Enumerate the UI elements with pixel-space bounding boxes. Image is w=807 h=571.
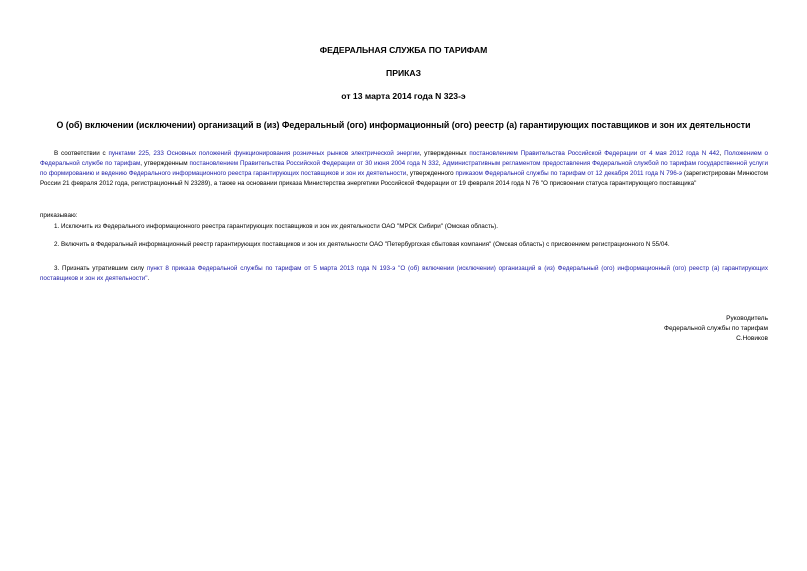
order-item-2: 2. Включить в Федеральный информационный реестр гарантирующих поставщиков и зон их деятельности ОАО "Петербургская сбытовая компания" (Омская область) с присвоением регистрационного N 55/04. xyxy=(54,241,670,248)
preamble-paragraph xyxy=(40,149,768,189)
link-order-193e-point-8[interactable]: пункт 8 приказа Федеральной службы по тарифам от 5 марта 2013 года N 193-э "О (об) включении (исключении) организаций в (из) Федеральный (ого) информационный (ого) реестр (а) гарантирующих поставщиков и зон их деятельности" xyxy=(40,265,768,282)
preamble-text: , утвержденного xyxy=(406,170,456,177)
order-item-3 xyxy=(40,264,768,284)
order-word: приказываю: xyxy=(40,212,78,219)
link-resolution-442[interactable]: постановлением Правительства Российской Федерации от 4 мая 2012 года N 442 xyxy=(469,150,720,157)
link-resolution-332[interactable]: постановлением Правительства Российской Федерации от 30 июня 2004 года N 332 xyxy=(189,160,439,167)
date-number-heading: от 13 марта 2014 года N 323-э xyxy=(341,91,466,101)
preamble-text: (зарегистрирован Минюстом России 21 февраля 2012 года, регистрационный N 23289), а также на основании приказа Министерства энергетики Российской Федерации от 19 февраля 2014 года N 76 "О присвоении статуса гарантирующего поставщика" xyxy=(40,170,768,187)
order-item-1: 1. Исключить из Федерального информационного реестра гарантирующих поставщиков и зон их деятельности ОАО "МРСК Сибири" (Омская область). xyxy=(54,223,498,230)
document-title: О (об) включении (исключении) организаций в (из) Федеральный (ого) информационный (ого) реестр (а) гарантирующих поставщиков и зон их деятельности xyxy=(56,120,751,130)
agency-heading: ФЕДЕРАЛЬНАЯ СЛУЖБА ПО ТАРИФАМ xyxy=(319,45,488,55)
signature-agency: Федеральной службы по тарифам xyxy=(664,325,768,332)
link-fst-regulation[interactable]: Положением о Федеральной службе по тарифам xyxy=(40,150,769,167)
signature-block xyxy=(664,314,768,344)
item-3-text: . xyxy=(147,275,150,282)
preamble-text: , утвержденных xyxy=(419,150,470,157)
preamble-text: , xyxy=(438,160,443,167)
preamble-text: , утвержденным xyxy=(140,160,190,167)
item-3-text: 3. Признать утратившим силу xyxy=(54,265,147,272)
doc-type-heading: ПРИКАЗ xyxy=(386,68,421,78)
signature-name: С.Новиков xyxy=(736,335,768,342)
link-order-796e[interactable]: приказом Федеральной службы по тарифам от 12 декабря 2011 года N 796-э xyxy=(455,170,683,177)
link-points-225-233[interactable]: пунктами 225, 233 Основных положений функционирования розничных рынков электрической энергии xyxy=(108,150,420,157)
link-admin-reglament[interactable]: Административным регламентом предоставления Федеральной службой по тарифам государственной услуги по формированию и ведению Федерального информационного реестра гарантирующих поставщиков и зон их деятельности xyxy=(40,160,768,177)
preamble-text: В соответствии с xyxy=(54,150,109,157)
preamble-text: , xyxy=(719,150,725,157)
signature-role: Руководитель xyxy=(726,315,768,322)
